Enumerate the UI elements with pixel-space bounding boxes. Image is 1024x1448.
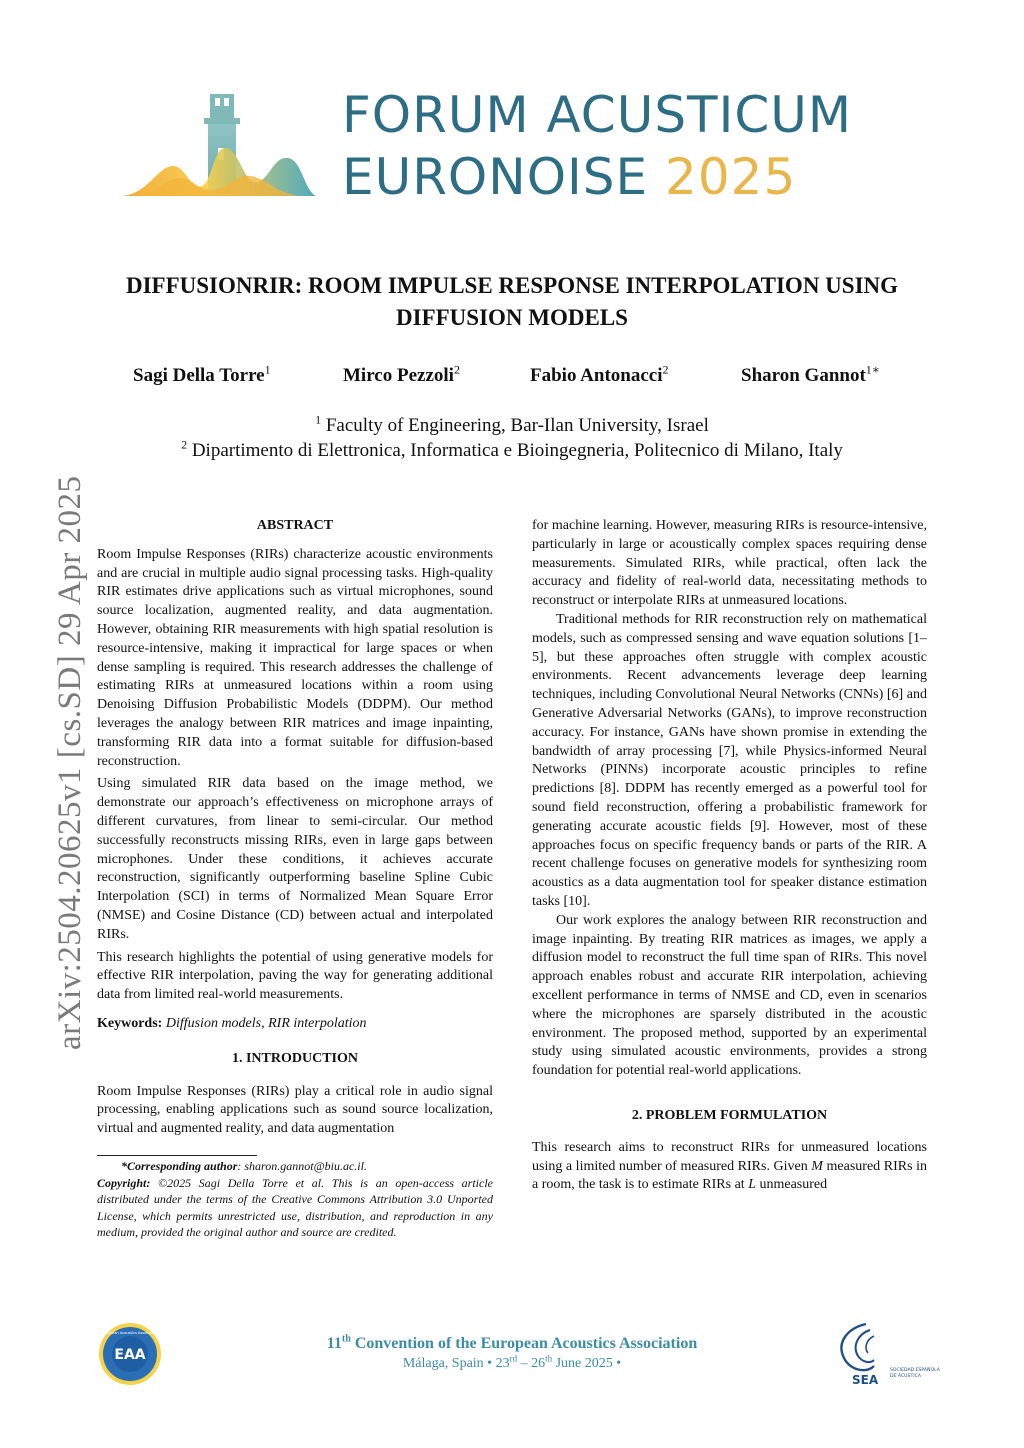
- author-sup: 1∗: [865, 362, 880, 377]
- variable-l: L: [748, 1177, 756, 1193]
- abstract-heading: ABSTRACT: [256, 518, 334, 533]
- author-name: Sagi Della Torre: [133, 365, 265, 386]
- sea-sub2: DE ACÚSTICA: [890, 1374, 921, 1379]
- footer-convention: [212, 1335, 812, 1353]
- location-sup2: th: [545, 1353, 553, 1364]
- keywords-label: Keywords:: [97, 1015, 163, 1031]
- affiliation-text: Dipartimento di Elettronica, Informatica e Bioingegneria, Politecnico di Milano, Italy: [191, 440, 843, 461]
- problem-text-b: measured RIRs in a room, the task is to estimate RIRs at: [532, 1158, 927, 1193]
- right-column: [532, 517, 927, 1195]
- author-sup: 2: [662, 362, 669, 377]
- author-name: Mirco Pezzoli: [343, 365, 454, 386]
- paper-title: [60, 270, 964, 334]
- introduction-paragraph-2: Traditional methods for RIR reconstruction rely on mathematical models, such as compressed sensing and wave equation solutions [1–5], but these approaches often struggle with complex acoustic environments. Recent advancements leverage deep learning techniques, including Convolutional Neural Networks (CNNs) [6] and Generative Adversarial Networks (GANs), to improve reconstruction accuracy. For instance, GANs have shown promise in extending the bandwidth of array processing [7], while Physics-informed Neural Networks (PINNs) incorporate acoustic principles to refine predictions [8]. DDPM has recently emerged as a powerful tool for sound field reconstruction, offering a probabilistic framework for generating accurate acoustic fields [9]. However, most of these approaches focus on specific frequency bands or parts of the RIR. A recent challenge focuses on generative models for synthesizing room acoustics as a data augmentation tool for speaker distance estimation tasks [10].: [532, 611, 927, 909]
- sea-label: SEA: [852, 1373, 879, 1387]
- location-sup1: rd: [509, 1353, 518, 1364]
- convention-sup: th: [341, 1333, 351, 1345]
- forum-acusticum-logo: [118, 86, 318, 200]
- eaa-ring-text: European Acoustics Association: [101, 1331, 159, 1335]
- problem-text-c: unmeasured: [755, 1177, 828, 1193]
- author-name: Sharon Gannot: [741, 365, 866, 386]
- introduction-paragraph-1-end: for machine learning. However, measuring RIRs is resource-intensive, particularly in large or acoustically complex spaces requiring dense measurements. Simulated RIRs, while practical, often lack the accuracy and fidelity of real-world data, necessitating methods to reconstruct or interpolate RIRs at unmeasured locations.: [532, 518, 927, 609]
- corresponding-author-email: : sharon.gannot@biu.ac.il.: [237, 1159, 367, 1173]
- copyright-label: Copyright:: [97, 1175, 151, 1190]
- problem-formulation-paragraph: [532, 1139, 927, 1195]
- banner-title-line2: [342, 148, 797, 206]
- eaa-label: EAA: [114, 1347, 146, 1363]
- affiliation-1: [60, 413, 964, 438]
- author-sup: 2: [453, 362, 460, 377]
- introduction-heading: 1. INTRODUCTION: [231, 1050, 358, 1066]
- problem-formulation-heading: 2. PROBLEM FORMULATION: [631, 1107, 828, 1123]
- author-4: [741, 362, 880, 387]
- eaa-logo: [98, 1322, 162, 1386]
- banner-year: 2025: [665, 148, 797, 206]
- introduction-paragraph-1-start: Room Impulse Responses (RIRs) play a critical role in audio signal processing, enabling applications such as sound source localization, virtual and augmented reality, and data augmentation: [97, 1083, 493, 1137]
- corresponding-author: [97, 1158, 493, 1175]
- sea-sub1: SOCIEDAD ESPAÑOLA: [890, 1368, 940, 1373]
- affiliation-sup: 1: [315, 412, 322, 427]
- introduction-paragraph-3: Our work explores the analogy between RIR reconstruction and image inpainting. By treating RIR matrices as images, we apply a diffusion model to reconstruct the full time span of RIRs. This novel approach enables robust and accurate RIR interpolation, achieving excellent performance in terms of NMSE and CD, even in scenarios where the microphones are sparsely distributed in the acoustic environment. The proposed method, supported by an experimental study using simulated acoustic environments, provides a strong foundation for potential real-world applications.: [532, 912, 927, 1079]
- location-b: – 26: [517, 1356, 546, 1371]
- keywords: [97, 1015, 493, 1034]
- corresponding-author-label: *Corresponding author: [121, 1159, 238, 1173]
- sea-logo: [830, 1318, 940, 1390]
- abstract-paragraph-3: This research highlights the potential of using generative models for effective RIR interpolation, paving the way for generating additional data from limited real-world measurements.: [97, 949, 493, 1003]
- convention-number: 11: [326, 1335, 342, 1352]
- location-c: June 2025 •: [552, 1356, 622, 1371]
- author-name: Fabio Antonacci: [530, 365, 663, 386]
- author-sup: 1: [264, 362, 271, 377]
- banner-word: EURONOISE: [342, 148, 649, 206]
- footer-location: [212, 1353, 812, 1372]
- affiliation-2: [60, 438, 964, 463]
- location-a: Málaga, Spain • 23: [402, 1356, 510, 1371]
- convention-text: Convention of the European Acoustics Association: [350, 1335, 698, 1352]
- copyright-text: ©2025 Sagi Della Torre et al. This is an open-access article distributed under the terms of the Creative Commons Attribution 3.0 Unported License, which permits unrestricted use, distribution, and reproduction in any medium, provided the original author and source are credited.: [97, 1175, 493, 1239]
- arxiv-identifier: arXiv:2504.20625v1 [cs.SD] 29 Apr 2025: [52, 475, 88, 1050]
- keywords-value: Diffusion models, RIR interpolation: [165, 1015, 367, 1031]
- author-3: [530, 362, 669, 387]
- copyright-notice: [97, 1175, 493, 1241]
- author-1: [133, 362, 271, 387]
- affiliation-text: Faculty of Engineering, Bar-Ilan University, Israel: [325, 415, 709, 436]
- paper-title-line2: DIFFUSION MODELS: [396, 305, 628, 330]
- footnote: [97, 1158, 493, 1241]
- abstract-paragraph-1: Room Impulse Responses (RIRs) characterize acoustic environments and are crucial in multiple audio signal processing tasks. High-quality RIR estimates drive applications such as virtual microphones, sound source localization, augmented reality, and data augmentation. However, obtaining RIR measurements with high spatial resolution is resource-intensive, making it impractical for large spaces or when dense sampling is required. This research addresses the challenge of estimating RIRs at unmeasured locations within a room using Denoising Diffusion Probabilistic Models (DDPM). Our method leverages the analogy between RIR matrices and image inpainting, transforming RIR data into a format suitable for diffusion-based reconstruction.: [97, 546, 493, 769]
- abstract-paragraph-2: Using simulated RIR data based on the image method, we demonstrate our approach’s effectiveness on microphone arrays of different curvatures, from linear to semi-circular. Our method successfully reconstructs missing RIRs, even in large gaps between microphones. Under these conditions, it achieves accurate reconstruction, significantly outperforming baseline Spline Cubic Interpolation (SCI) in terms of Normalized Mean Square Error (NMSE) and Cosine Distance (CD) between actual and interpolated RIRs.: [97, 776, 493, 942]
- author-2: [343, 362, 460, 387]
- variable-m: M: [811, 1158, 823, 1174]
- footnote-rule: [97, 1155, 257, 1156]
- paper-title-line1: DIFFUSIONRIR: ROOM IMPULSE RESPONSE INTERPOLATION USING: [125, 273, 899, 298]
- affiliation-sup: 2: [181, 437, 188, 452]
- left-column: [97, 517, 493, 1139]
- problem-text-a: This research aims to reconstruct RIRs for unmeasured locations using a limited number of measured RIRs. Given: [532, 1139, 927, 1174]
- banner-title-line1: FORUM ACUSTICUM: [342, 86, 852, 144]
